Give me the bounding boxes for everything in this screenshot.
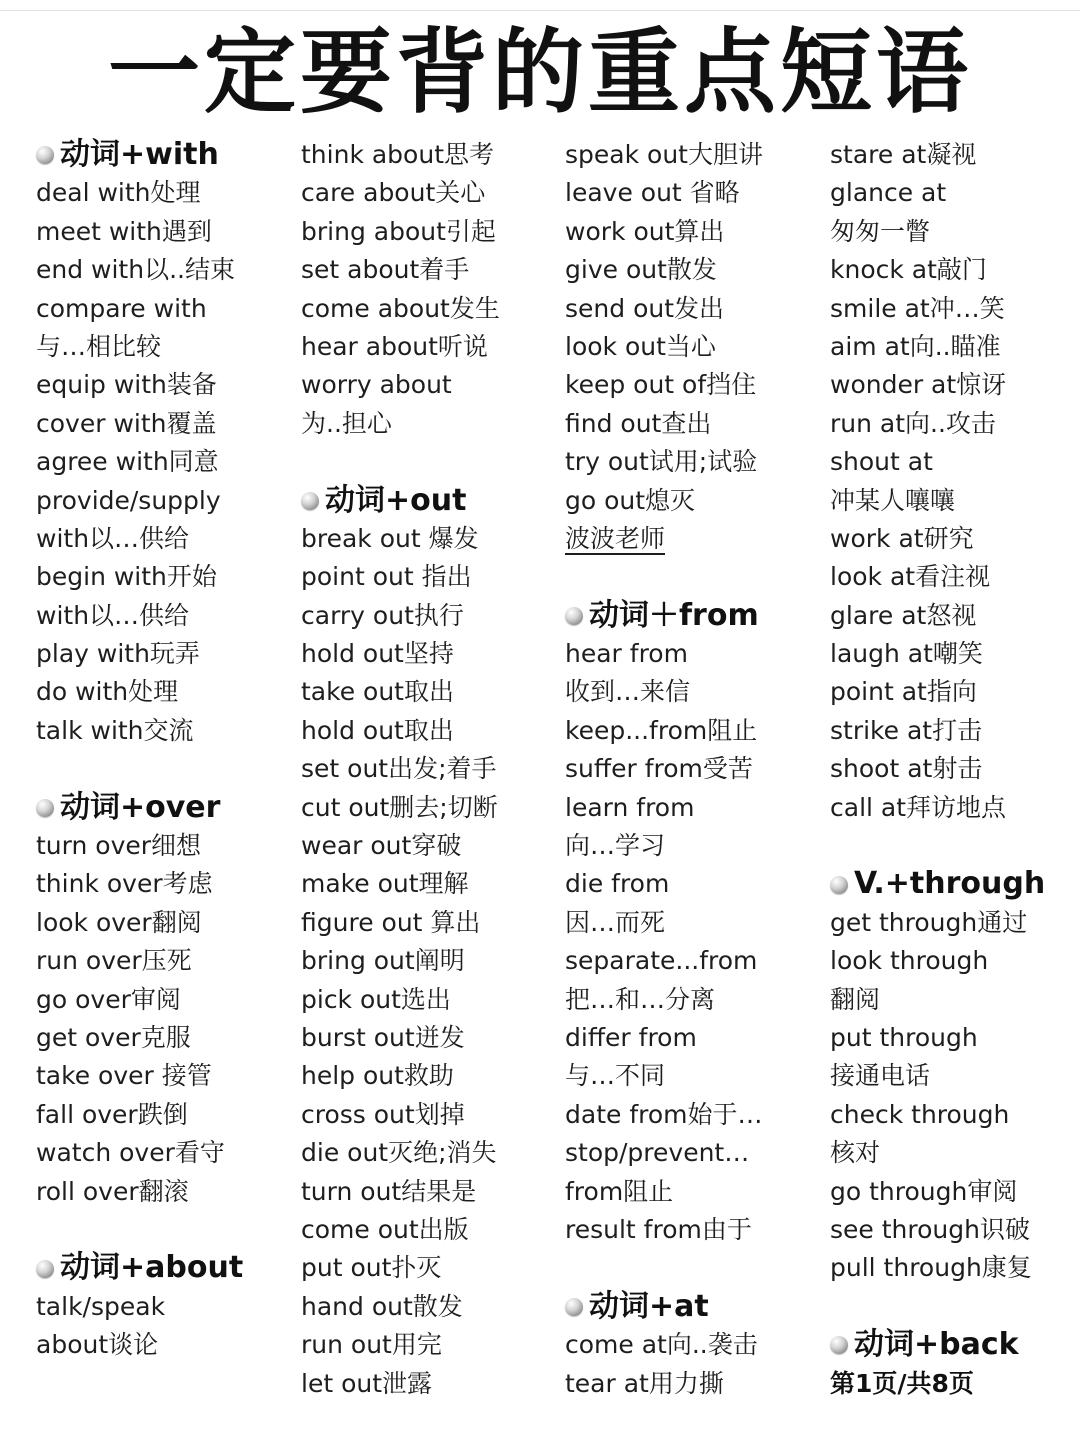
phrase-list-with	[36, 174, 294, 750]
phrase-list-at-continued	[830, 136, 1074, 827]
phrase-list-from	[565, 635, 823, 1249]
phrase-item: 把…和…分离	[565, 984, 716, 1014]
phrase-item: put out扑灭	[301, 1253, 442, 1283]
bullet-icon	[301, 492, 319, 510]
phrase-list-through	[830, 904, 1074, 1288]
phrase-list-out-continued	[565, 136, 823, 520]
phrase-item: work out算出	[565, 216, 725, 246]
phrase-item: talk with交流	[36, 715, 194, 745]
phrase-item: 为..担心	[301, 408, 392, 438]
phrase-item: hold out取出	[301, 715, 454, 745]
phrase-item: figure out 算出	[301, 907, 481, 937]
phrase-item: turn out结果是	[301, 1176, 477, 1206]
phrase-item: compare with	[36, 293, 207, 323]
phrase-item: run over压死	[36, 946, 192, 976]
phrase-item: care about关心	[301, 178, 486, 208]
phrase-item: glance at	[830, 178, 947, 208]
phrase-item: stare at凝视	[830, 140, 977, 169]
page-title: 一定要背的重点短语	[107, 19, 972, 126]
phrase-item: laugh at嘲笑	[830, 639, 983, 669]
page-indicator: 第1页/共8页	[830, 1368, 974, 1398]
phrase-item: with以…供给	[36, 523, 190, 553]
phrase-item: call at拜访地点	[830, 792, 1007, 822]
phrase-item: help out救助	[301, 1061, 454, 1091]
phrase-item: carry out执行	[301, 600, 464, 630]
bullet-icon	[36, 799, 54, 817]
phrase-item: run out用完	[301, 1330, 442, 1360]
phrase-item: shout at	[830, 447, 933, 477]
phrase-item: set out出发;着手	[301, 754, 497, 784]
phrase-item: do with处理	[36, 677, 179, 707]
phrase-item: agree with同意	[36, 447, 219, 477]
section-heading-at: 动词+at	[565, 1288, 823, 1326]
phrase-item: cut out删去;切断	[301, 792, 498, 822]
section-heading-through: V.+through	[830, 865, 1074, 903]
phrase-item: get over克服	[36, 1022, 191, 1052]
phrase-item: point at指向	[830, 677, 977, 707]
phrase-item: think about思考	[301, 140, 494, 169]
phrase-item: hear about听说	[301, 331, 488, 361]
phrase-item: die out灭绝;消失	[301, 1138, 497, 1168]
phrase-item: 接通电话	[830, 1061, 931, 1091]
phrase-item: date from始于…	[565, 1099, 763, 1129]
phrase-item: bring out阐明	[301, 946, 465, 976]
phrase-item: 翻阅	[830, 984, 881, 1014]
phrase-item: knock at敲门	[830, 255, 987, 285]
phrase-item: 收到…来信	[565, 677, 691, 707]
phrase-item: keep...from阻止	[565, 715, 758, 745]
phrase-item: 与…相比较	[36, 331, 162, 361]
section-heading-back: 动词+back	[830, 1326, 1074, 1364]
phrase-item: die from	[565, 869, 670, 899]
phrase-item: watch over看守	[36, 1138, 225, 1168]
phrase-item: take over 接管	[36, 1061, 212, 1091]
phrase-item: put through	[830, 1022, 978, 1052]
phrase-item: fall over跌倒	[36, 1099, 188, 1129]
bullet-icon	[830, 876, 848, 894]
phrase-item: leave out 省略	[565, 178, 740, 208]
phrase-item: learn from	[565, 792, 695, 822]
phrase-item: pull through康复	[830, 1253, 1032, 1283]
phrase-item: tear at用力撕	[565, 1368, 724, 1398]
phrase-item: cross out划掉	[301, 1099, 465, 1129]
phrase-item: come at向..袭击	[565, 1330, 758, 1360]
phrase-item: talk/speak	[36, 1291, 166, 1321]
phrase-item: from阻止	[565, 1176, 674, 1206]
phrase-item: about谈论	[36, 1330, 159, 1360]
phrase-item: differ from	[565, 1022, 697, 1052]
phrase-item: send out发出	[565, 293, 725, 323]
phrase-list-about-continued	[301, 136, 559, 443]
phrase-item: come about发生	[301, 293, 500, 323]
phrase-item: give out散发	[565, 255, 717, 285]
phrase-item: burst out迸发	[301, 1022, 465, 1052]
phrase-item: meet with遇到	[36, 216, 212, 246]
bullet-icon	[565, 1298, 583, 1316]
phrase-item: point out 指出	[301, 562, 472, 592]
phrase-item: hold out坚持	[301, 639, 454, 669]
phrase-item: wear out穿破	[301, 831, 462, 861]
column-4	[830, 136, 1074, 1403]
phrase-item: 冲某人嚷嚷	[830, 485, 956, 515]
phrase-item: keep out of挡住	[565, 370, 757, 400]
phrase-item: look through	[830, 946, 989, 976]
phrase-item: 核对	[830, 1138, 881, 1168]
phrase-item: look over翻阅	[36, 907, 202, 937]
phrase-list-at	[565, 1326, 823, 1403]
phrase-list-about	[36, 1288, 294, 1365]
phrase-item: 因…而死	[565, 907, 666, 937]
phrase-item: let out泄露	[301, 1368, 433, 1398]
phrase-item: think over考虑	[36, 869, 213, 899]
phrase-item: with以…供给	[36, 600, 190, 630]
phrase-item: stop/prevent…	[565, 1138, 750, 1168]
phrase-item: smile at冲…笑	[830, 293, 1005, 323]
phrase-item: check through	[830, 1099, 1010, 1129]
section-heading-from: 动词＋from	[565, 597, 823, 635]
section-heading-about: 动词+about	[36, 1249, 294, 1287]
phrase-item: 匆匆一瞥	[830, 216, 931, 246]
section-heading-out: 动词+out	[301, 482, 559, 520]
phrase-item: result from由于	[565, 1214, 752, 1244]
phrase-item: go through审阅	[830, 1176, 1018, 1206]
phrase-item: work at研究	[830, 523, 974, 553]
section-heading-with: 动词+with	[36, 136, 294, 174]
phrase-item: deal with处理	[36, 178, 201, 208]
column-1	[36, 136, 294, 1365]
bullet-icon	[36, 146, 54, 164]
phrase-item: begin with开始	[36, 562, 217, 592]
bullet-icon	[565, 607, 583, 625]
phrase-item: speak out大胆讲	[565, 140, 763, 169]
phrase-item: turn over细想	[36, 831, 202, 861]
top-divider	[0, 10, 1080, 11]
phrase-item: equip with装备	[36, 370, 217, 400]
phrase-item: look at看注视	[830, 562, 991, 592]
phrase-item: see through识破	[830, 1214, 1030, 1244]
phrase-item: 向…学习	[565, 831, 666, 861]
phrase-item: go out熄灭	[565, 485, 696, 515]
phrase-item: hand out散发	[301, 1291, 463, 1321]
phrase-item: provide/supply	[36, 485, 221, 515]
phrase-item: worry about	[301, 370, 452, 400]
phrase-item: pick out选出	[301, 984, 451, 1014]
phrase-item: 与…不同	[565, 1061, 666, 1091]
phrase-list-out	[301, 520, 559, 1403]
phrase-list-over	[36, 827, 294, 1211]
phrase-item: take out取出	[301, 677, 454, 707]
phrase-item: set about着手	[301, 255, 470, 285]
phrase-item: hear from	[565, 639, 688, 669]
phrase-item: roll over翻滚	[36, 1176, 189, 1206]
phrase-item: cover with覆盖	[36, 408, 217, 438]
phrase-item: play with玩弄	[36, 639, 200, 669]
phrase-item: aim at向..瞄准	[830, 331, 1001, 361]
section-heading-over: 动词+over	[36, 789, 294, 827]
phrase-item: try out试用;试验	[565, 447, 758, 477]
phrase-item: separate...from	[565, 946, 758, 976]
phrase-item: glare at怒视	[830, 600, 977, 630]
phrase-item: find out查出	[565, 408, 712, 438]
phrase-item: make out理解	[301, 869, 469, 899]
phrase-item: bring about引起	[301, 216, 496, 246]
phrase-item: strike at打击	[830, 715, 983, 745]
bullet-icon	[36, 1260, 54, 1278]
bullet-icon	[830, 1336, 848, 1354]
author-signature: 波波老师	[565, 523, 666, 553]
phrase-item: suffer from受苦	[565, 754, 753, 784]
column-3	[565, 136, 823, 1403]
phrase-item: go over审阅	[36, 984, 181, 1014]
phrase-item: look out当心	[565, 331, 716, 361]
column-2	[301, 136, 559, 1403]
phrase-item: get through通过	[830, 907, 1028, 937]
phrase-item: come out出版	[301, 1214, 469, 1244]
phrase-item: end with以..结束	[36, 255, 235, 285]
phrase-item: run at向..攻击	[830, 408, 996, 438]
phrase-item: wonder at惊讶	[830, 370, 1007, 400]
phrase-item: break out 爆发	[301, 523, 479, 553]
phrase-item: shoot at射击	[830, 754, 983, 784]
